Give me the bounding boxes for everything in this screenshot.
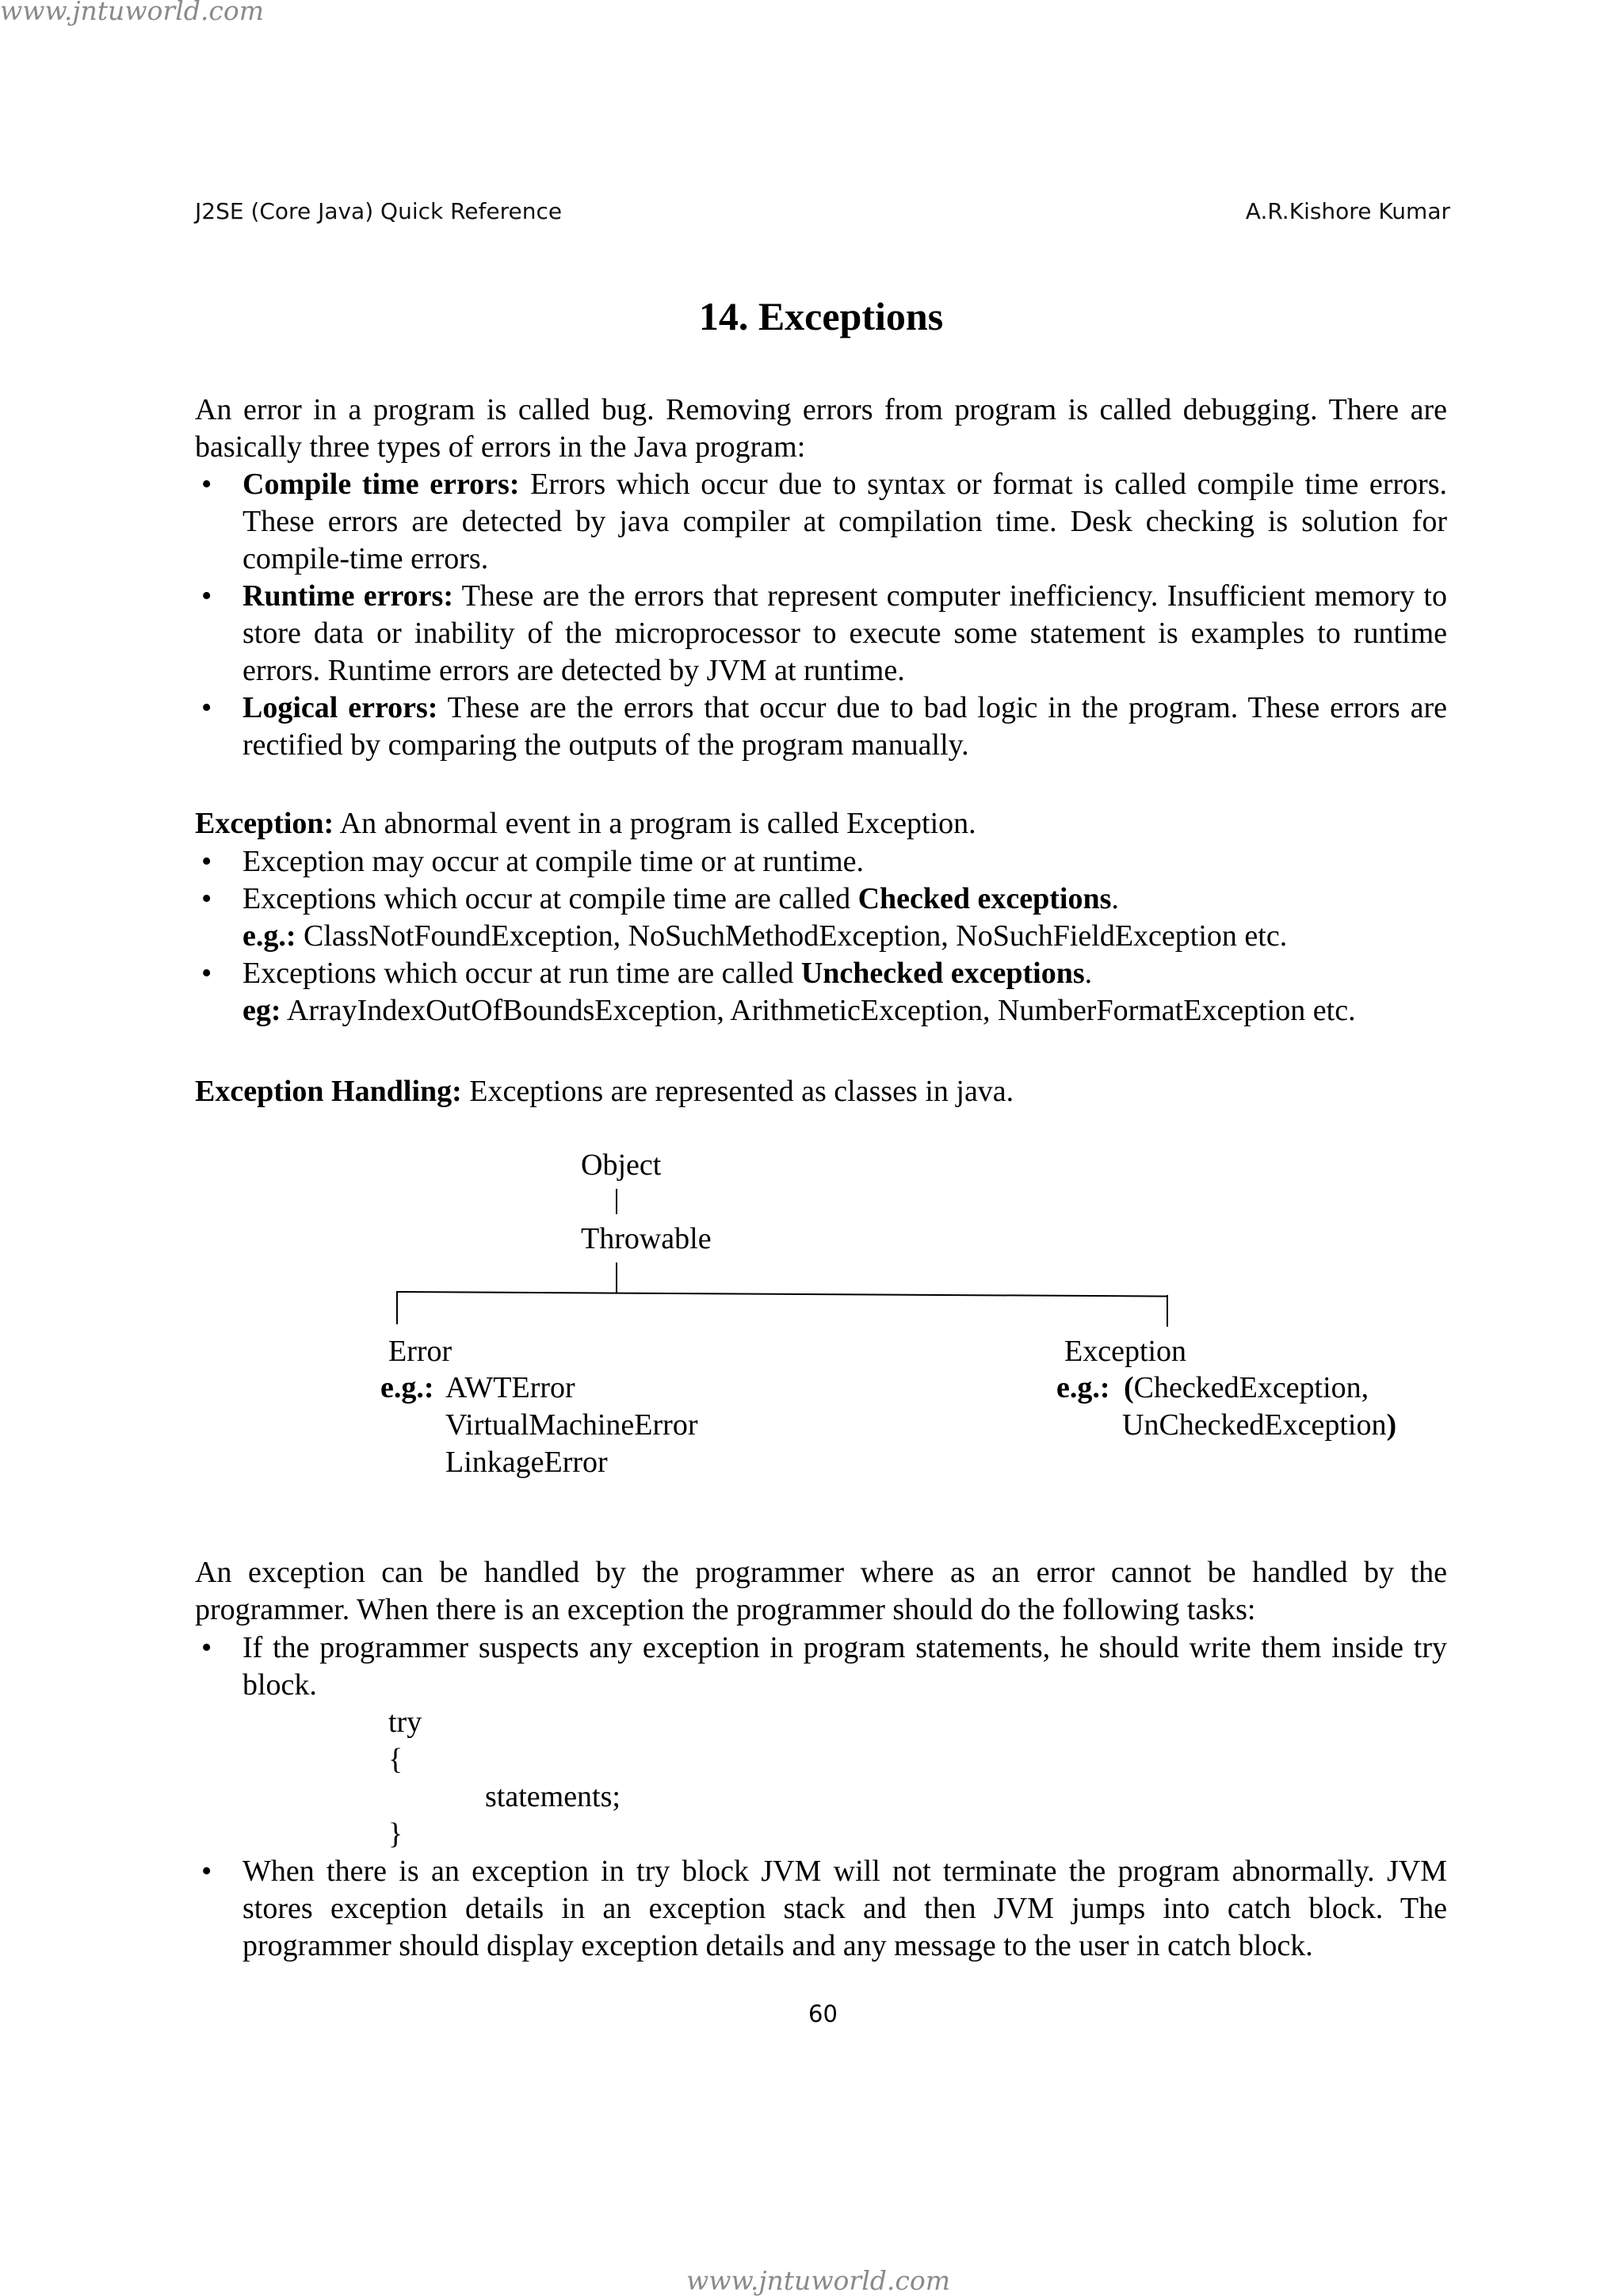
intro-paragraph: An error in a program is called bug. Removing errors from program is called debugging. There are basically three types of errors in the Java program: (195, 393, 1447, 464)
watermark-top: www.jntuworld.com (0, 0, 265, 26)
description: These are the errors that represent computer inefficiency. Insufficient memory to store data or inability of the microprocessor to execute some statement is examples to runtime errors. Runtime errors are detected by JVM at runtime. (242, 579, 1447, 687)
point-text: Exception may occur at compile time or at runtime. (242, 845, 865, 878)
term: Logical errors: (242, 691, 438, 724)
node-object: Object (581, 1148, 662, 1182)
list-item (195, 955, 1447, 1030)
list-item (195, 843, 1447, 881)
header-right: A.R.Kishore Kumar (1245, 198, 1450, 224)
branch-line (396, 1291, 1168, 1297)
bullet-icon: • (201, 1631, 212, 1664)
exception-example: UnCheckedException) (1122, 1408, 1397, 1442)
error-example: VirtualMachineError (445, 1408, 698, 1442)
connector-line (616, 1263, 617, 1293)
point-suffix: . (1111, 882, 1119, 915)
bullet-icon: • (201, 845, 212, 878)
term: Exception Handling: (195, 1075, 462, 1108)
bullet-icon: • (201, 1855, 212, 1888)
node-exception: Exception (1064, 1335, 1187, 1368)
connector-line (1167, 1295, 1168, 1327)
error-eg-label: e.g.: (380, 1371, 434, 1404)
page-title: 14. Exceptions (698, 294, 944, 338)
exception-points-list (195, 843, 1447, 1030)
task-text: When there is an exception in try block JVM will not terminate the program abnormally. JVM stores exception details in an exception stack and then JVM jumps into catch block. The programmer should display exception details and any message to the user in catch block. (242, 1855, 1447, 1962)
description: These are the errors that occur due to bad logic in the program. These errors are rectified by comparing the outputs of the program manually. (242, 691, 1447, 762)
eg-text: ArrayIndexOutOfBoundsException, ArithmeticException, NumberFormatException etc. (281, 994, 1356, 1027)
bullet-icon: • (201, 468, 212, 501)
point-suffix: . (1084, 957, 1093, 990)
code-close-brace: } (388, 1817, 403, 1851)
error-example: AWTError (445, 1371, 575, 1404)
term: Compile time errors: (242, 468, 520, 501)
connector-line (396, 1291, 398, 1324)
error-types-list (195, 466, 1447, 764)
code-statements: statements; (485, 1780, 621, 1813)
exception-example: (CheckedException, (1124, 1371, 1369, 1404)
point-text: Exceptions which occur at compile time are called (242, 882, 858, 915)
description: An abnormal event in a program is called Exception. (334, 807, 976, 840)
term: Runtime errors: (242, 579, 453, 613)
term: Exception: (195, 807, 334, 840)
watermark-bottom: www.jntuworld.com (686, 2265, 951, 2296)
exception-eg-label: e.g.: (1056, 1371, 1110, 1404)
list-item (195, 466, 1447, 578)
node-error: Error (388, 1335, 453, 1368)
header-left: J2SE (Core Java) Quick Reference (195, 198, 563, 224)
list-item (195, 881, 1447, 955)
list-item (195, 690, 1447, 764)
handling-paragraph: An exception can be handled by the programmer where as an error cannot be handled by the programmer. When there is an exception the programmer should do the following tasks: (195, 1556, 1447, 1626)
unchecked-term: Unchecked exceptions (800, 957, 1085, 990)
eg-label: e.g.: (242, 919, 296, 953)
exception-definition (195, 805, 1447, 842)
checked-term: Checked exceptions (857, 882, 1112, 915)
list-item (195, 578, 1447, 690)
connector-line (616, 1189, 617, 1214)
code-try: try (388, 1706, 422, 1739)
bullet-icon: • (201, 691, 212, 724)
code-open-brace: { (388, 1743, 403, 1776)
eg-label: eg: (242, 994, 281, 1027)
list-item (195, 1629, 1447, 1704)
node-throwable: Throwable (581, 1222, 712, 1255)
bullet-icon: • (201, 882, 212, 915)
exception-handling (195, 1073, 1447, 1110)
bullet-icon: • (201, 579, 212, 613)
bullet-icon: • (201, 957, 212, 990)
tasks-list (195, 1629, 1447, 1704)
eg-text: ClassNotFoundException, NoSuchMethodException, NoSuchFieldException etc. (296, 919, 1288, 953)
list-item (195, 1853, 1447, 1965)
error-example: LinkageError (445, 1446, 608, 1479)
tasks-list-continued (195, 1853, 1447, 1965)
description: Exceptions are represented as classes in java. (461, 1075, 1014, 1108)
point-text: Exceptions which occur at run time are called (242, 957, 801, 990)
page-number: 60 (808, 2000, 838, 2027)
task-text: If the programmer suspects any exception in program statements, he should write them inside try block. (242, 1631, 1447, 1702)
description: Errors which occur due to syntax or format is called compile time errors. These errors are detected by java compiler at compilation time. Desk checking is solution for compile-time errors. (242, 468, 1448, 575)
